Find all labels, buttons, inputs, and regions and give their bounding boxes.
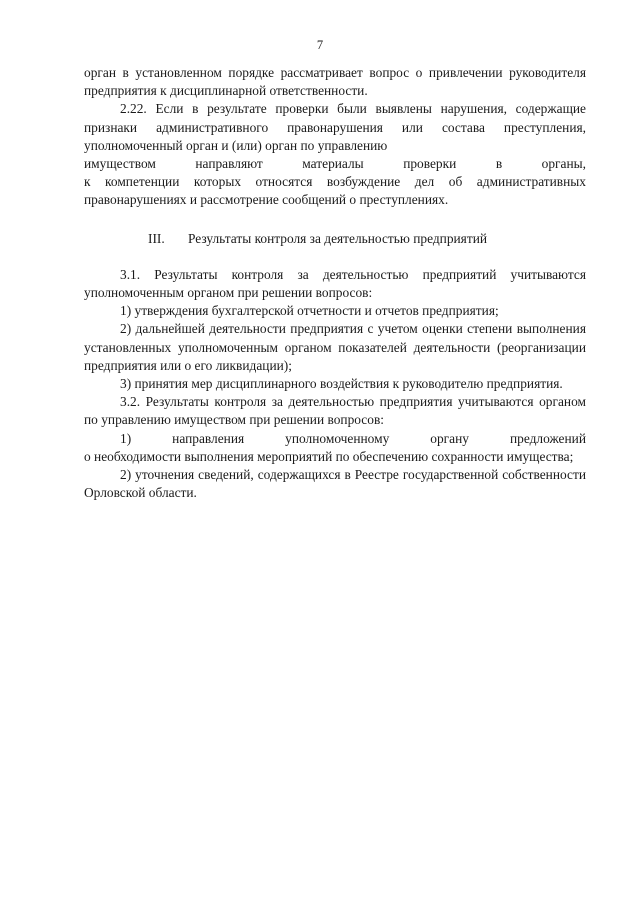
document-body [84,64,586,502]
list-item-3-2-1-spread-line: 1) направления уполномоченному органу предложений [120,430,586,446]
section-number: III. [148,230,165,246]
paragraph-3-2: 3.2. Результаты контроля за деятельностью предприятия учитываются органом по управлению имуществом при решении вопросов: [84,394,586,428]
paragraph-2-22-spread-line: имуществом направляют материалы проверки в органы, [84,156,586,172]
list-item-3-2-1-tail: о необходимости выполнения мероприятий по обеспечению сохранности имущества; [84,448,574,464]
list-item-3-1-3: 3) принятия мер дисциплинарного воздействия к руководителю предприятия. [120,376,563,392]
section-title: Результаты контроля за деятельностью предприятий [188,230,488,246]
list-item-3-1-1: 1) утверждения бухгалтерской отчетности и отчетов предприятия; [120,303,499,319]
page-number: 7 [316,38,324,52]
paragraph-2-22 [84,100,586,209]
paragraph-2-22-lead: 2.22. Если в результате проверки были выявлены нарушения, содержащие признаки административного правонарушения или состава преступления, уполномоченный орган и (или) орган по управлению [84,101,586,153]
paragraph-3-1: 3.1. Результаты контроля за деятельностью предприятий учитываются уполномоченным органом при решении вопросов: [84,266,586,301]
paragraph-2-22-tail: к компетенции которых относятся возбуждение дел об административных правонарушениях и рассмотрение сообщений о преступлениях. [84,174,586,208]
section-heading [84,230,586,248]
list-item-3-2-1 [84,430,586,466]
paragraph-continuation: орган в установленном порядке рассматривает вопрос о привлечении руководителя предприятия к дисциплинарной ответственности. [84,65,586,99]
list-item-3-2-2: 2) уточнения сведений, содержащихся в Реестре государственной собственности Орловской области. [84,467,586,501]
list-item-3-1-2: 2) дальнейшей деятельности предприятия с учетом оценки степени выполнения установленных уполномоченным органом показателей деятельности (реорганизации предприятия или о его ликвидации); [84,321,586,373]
